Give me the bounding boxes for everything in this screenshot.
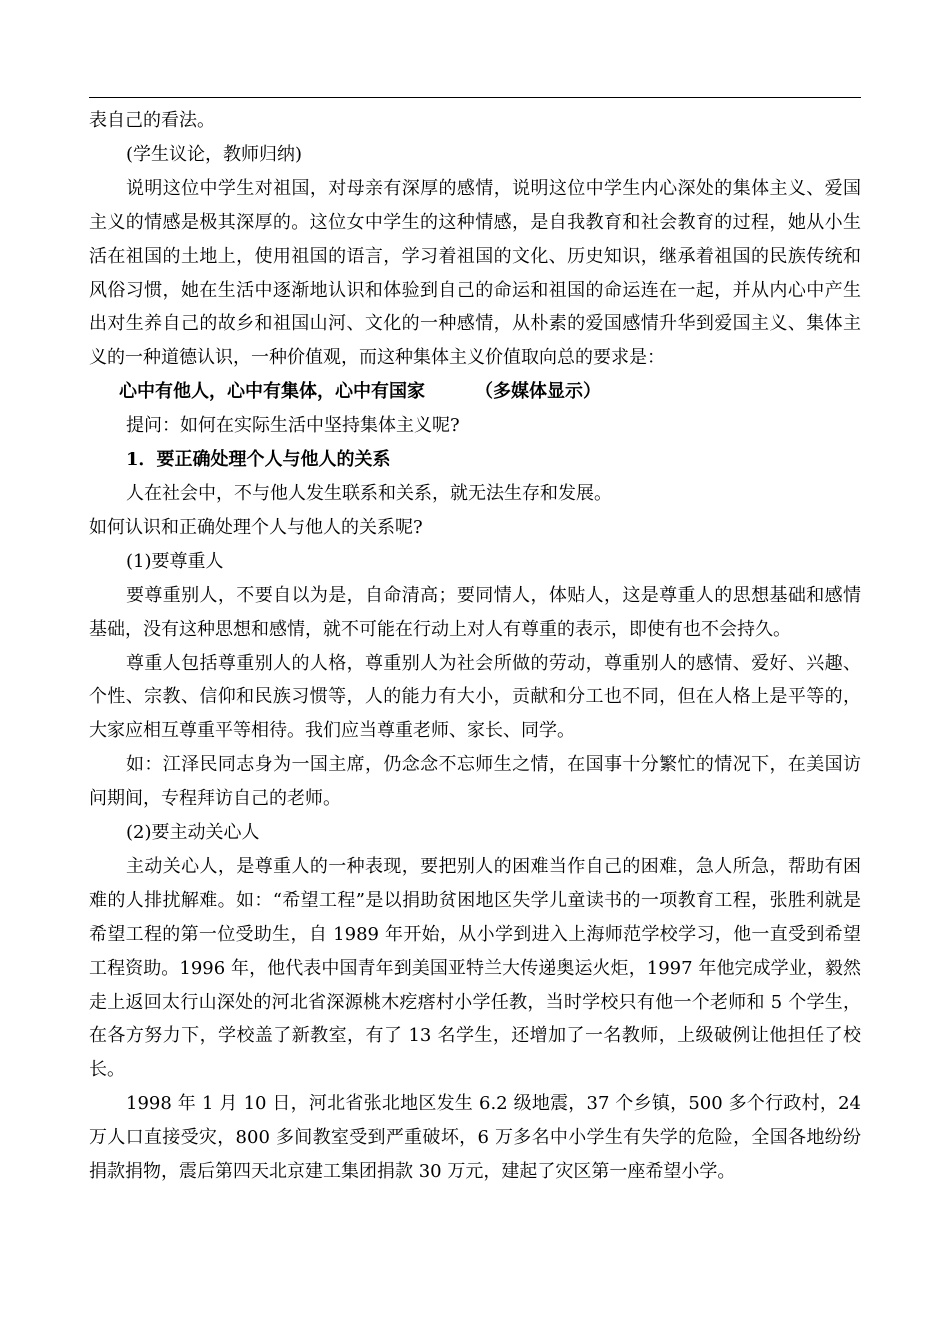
subheading-respect: (1)要尊重人 xyxy=(126,550,224,572)
paragraph-earthquake: 1998 年 1 月 10 日，河北省张北地区发生 6.2 级地震，37 个乡镇，500 多个行政村，24 万人口直接受灾，800 多间教室受到严重破坏，6 万多名中小学生有失学的危险，全国各地纷纷捐款捐物，震后第四天北京建工集团捐款 30 万元，建起了灾区第一座希望小学。 xyxy=(89,1093,861,1183)
subheading-care: (2)要主动关心人 xyxy=(126,822,260,844)
document-body xyxy=(89,104,861,1189)
header-rule xyxy=(89,97,861,98)
paragraph-hope-project: 主动关心人，是尊重人的一种表现，要把别人的困难当作自己的困难，急人所急，帮助有困难的人排扰解难。如：“希望工程”是以捐助贫困地区失学儿童读书的一项教育工程，张胜利就是希望工程的第一位受助生，自 1989 年开始，从小学到进入上海师范学校学习，他一直受到希望工程资助。1996 年，他代表中国青年到美国亚特兰大传递奥运火炬，1997 年他完成学业，毅然走上返回太行山深处的河北省深源桃木疙瘩村小学任教，当时学校只有他一个老师和 5 个学生，在各方努力下，学校盖了新教室，有了 13 名学生，还增加了一名教师，上级破例让他担任了校长。 xyxy=(89,855,861,1081)
paragraph-example-teacher: 如：江泽民同志身为一国主席，仍念念不忘师生之情，在国事十分繁忙的情况下，在美国访问期间，专程拜访自己的老师。 xyxy=(89,754,861,810)
slogan-text: 心中有他人，心中有集体，心中有国家 xyxy=(119,381,425,403)
paragraph-how-question: 如何认识和正确处理个人与他人的关系呢? xyxy=(89,516,423,538)
paragraph-discussion-note: (学生议论，教师归纳) xyxy=(126,143,303,165)
paragraph-society: 人在社会中，不与他人发生联系和关系，就无法生存和发展。 xyxy=(126,482,612,504)
paragraph-question: 提问：如何在实际生活中坚持集体主义呢? xyxy=(126,415,460,437)
paragraph-explanation: 说明这位中学生对祖国，对母亲有深厚的感情，说明这位中学生内心深处的集体主义、爱国主义的情感是极其深厚的。这位女中学生的这种情感，是自我教育和社会教育的过程，她从小生活在祖国的土地上，使用祖国的语言，学习着祖国的文化、历史知识，继承着祖国的民族传统和风俗习惯，她在生活中逐渐地认识和体验到自己的命运和祖国的命运连在一起，并从内心中产生出对生养自己的故乡和祖国山河、文化的一种感情，从朴素的爱国感情升华到爱国主义、集体主义的一种道德认识，一种价值观，而这种集体主义价值取向总的要求是： xyxy=(89,177,861,369)
slogan-note: （多媒体显示） xyxy=(475,381,601,403)
paragraph-continuation: 表自己的看法。 xyxy=(89,110,215,131)
paragraph-respect-others: 要尊重别人，不要自以为是，自命清高；要同情人，体贴人，这是尊重人的思想基础和感情基础，没有这种思想和感情，就不可能在行动上对人有尊重的表示，即使有也不会持久。 xyxy=(89,584,861,640)
slogan-line xyxy=(89,375,861,409)
paragraph-respect-details: 尊重人包括尊重别人的人格，尊重别人为社会所做的劳动，尊重别人的感情、爱好、兴趣、个性、宗教、信仰和民族习惯等，人的能力有大小，贡献和分工也不同，但在人格上是平等的，大家应相互尊重平等相待。我们应当尊重老师、家长、同学。 xyxy=(89,652,861,742)
section-heading: 1．要正确处理个人与他人的关系 xyxy=(126,449,391,471)
